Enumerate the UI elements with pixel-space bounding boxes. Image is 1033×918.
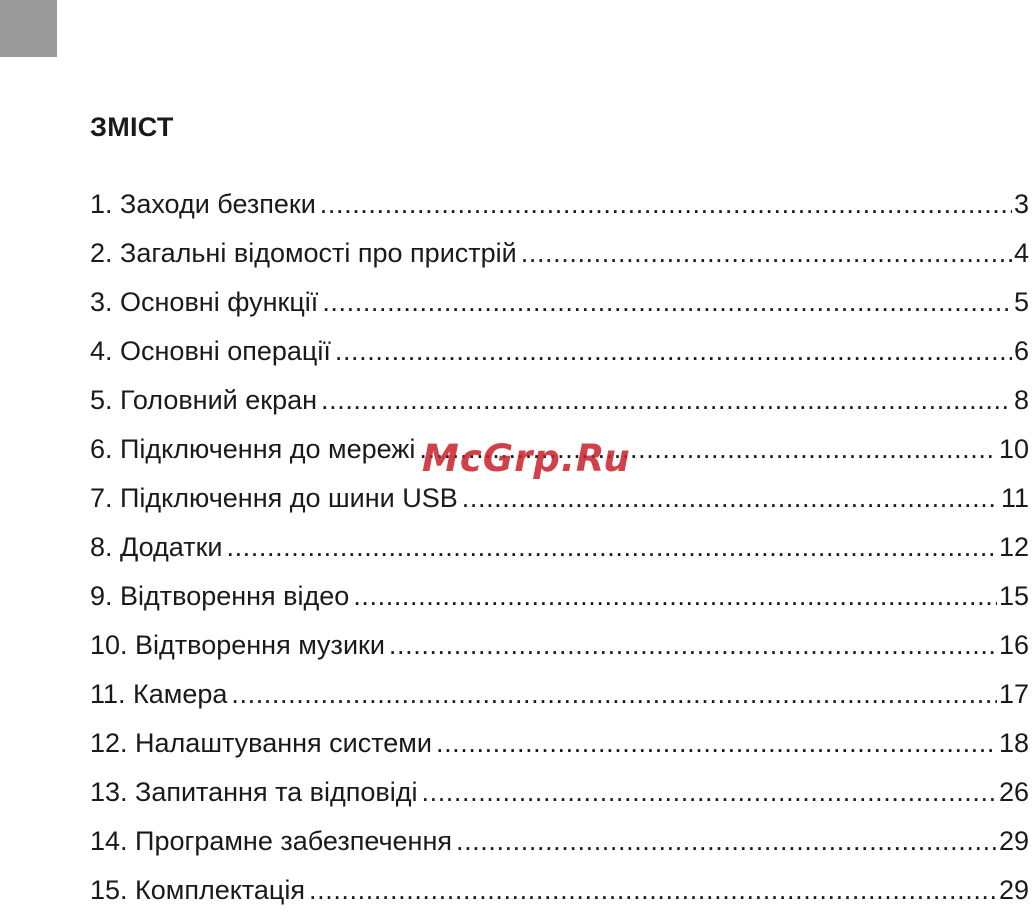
toc-dot-leader	[456, 820, 997, 862]
toc-dot-leader	[320, 183, 1012, 225]
toc-entry-page: 4	[1013, 238, 1029, 268]
toc-entry-label: 7. Підключення до шини USB	[90, 483, 458, 513]
toc-entry-label: 12. Налаштування системи	[90, 728, 432, 758]
toc-dot-leader	[353, 575, 997, 617]
table-of-contents	[90, 183, 1029, 918]
page-title: ЗМІСТ	[90, 112, 174, 142]
toc-entry-label: 1. Заходи безпеки	[90, 189, 316, 219]
toc-entry[interactable]	[90, 869, 1029, 918]
toc-entry[interactable]	[90, 379, 1029, 428]
toc-entry[interactable]	[90, 673, 1029, 722]
toc-entry-page: 29	[998, 875, 1029, 905]
toc-entry-label: 4. Основні операції	[90, 336, 331, 366]
watermark: McGrp.Ru	[422, 437, 631, 480]
toc-dot-leader	[321, 379, 1012, 421]
toc-entry[interactable]	[90, 771, 1029, 820]
toc-entry-label: 2. Загальні відомості про пристрій	[90, 238, 517, 268]
toc-entry[interactable]	[90, 526, 1029, 575]
toc-dot-leader	[521, 232, 1012, 274]
toc-entry-label: 6. Підключення до мережі	[90, 434, 416, 464]
toc-entry-page: 29	[998, 826, 1029, 856]
toc-entry-label: 5. Головний екран	[90, 385, 318, 415]
toc-entry-page: 10	[998, 434, 1029, 464]
toc-entry[interactable]	[90, 575, 1029, 624]
toc-entry-label: 13. Запитання та відповіді	[90, 777, 418, 807]
toc-dot-leader	[231, 673, 997, 715]
toc-entry[interactable]	[90, 183, 1029, 232]
toc-entry[interactable]	[90, 820, 1029, 869]
toc-dot-leader	[309, 869, 997, 911]
toc-entry[interactable]	[90, 477, 1029, 526]
toc-dot-leader	[322, 281, 1012, 323]
toc-entry[interactable]	[90, 232, 1029, 281]
toc-entry-page: 5	[1013, 287, 1029, 317]
toc-dot-leader	[462, 477, 999, 519]
toc-entry[interactable]	[90, 281, 1029, 330]
toc-dot-leader	[335, 330, 1012, 372]
toc-entry-label: 14. Програмне забезпечення	[90, 826, 452, 856]
toc-dot-leader	[226, 526, 996, 568]
toc-entry-label: 9. Відтворення відео	[90, 581, 350, 611]
toc-entry-label: 11. Камера	[90, 679, 228, 709]
toc-entry-page: 12	[998, 532, 1029, 562]
toc-entry-label: 3. Основні функції	[90, 287, 319, 317]
toc-dot-leader	[389, 624, 997, 666]
toc-entry-page: 6	[1013, 336, 1029, 366]
toc-entry-page: 15	[998, 581, 1029, 611]
toc-entry-page: 18	[998, 728, 1029, 758]
toc-entry-page: 17	[998, 679, 1029, 709]
toc-dot-leader	[436, 722, 997, 764]
toc-entry[interactable]	[90, 722, 1029, 771]
page-corner-tab	[0, 0, 57, 57]
toc-entry[interactable]	[90, 330, 1029, 379]
toc-entry-page: 3	[1013, 189, 1029, 219]
toc-dot-leader	[422, 771, 997, 813]
toc-entry-label: 8. Додатки	[90, 532, 223, 562]
toc-entry[interactable]	[90, 624, 1029, 673]
toc-entry-page: 26	[998, 777, 1029, 807]
toc-entry-label: 15. Комплектація	[90, 875, 306, 905]
toc-entry-page: 16	[998, 630, 1029, 660]
toc-entry-page: 8	[1013, 385, 1029, 415]
toc-entry-page: 11	[1000, 483, 1029, 513]
toc-entry-label: 10. Відтворення музики	[90, 630, 385, 660]
